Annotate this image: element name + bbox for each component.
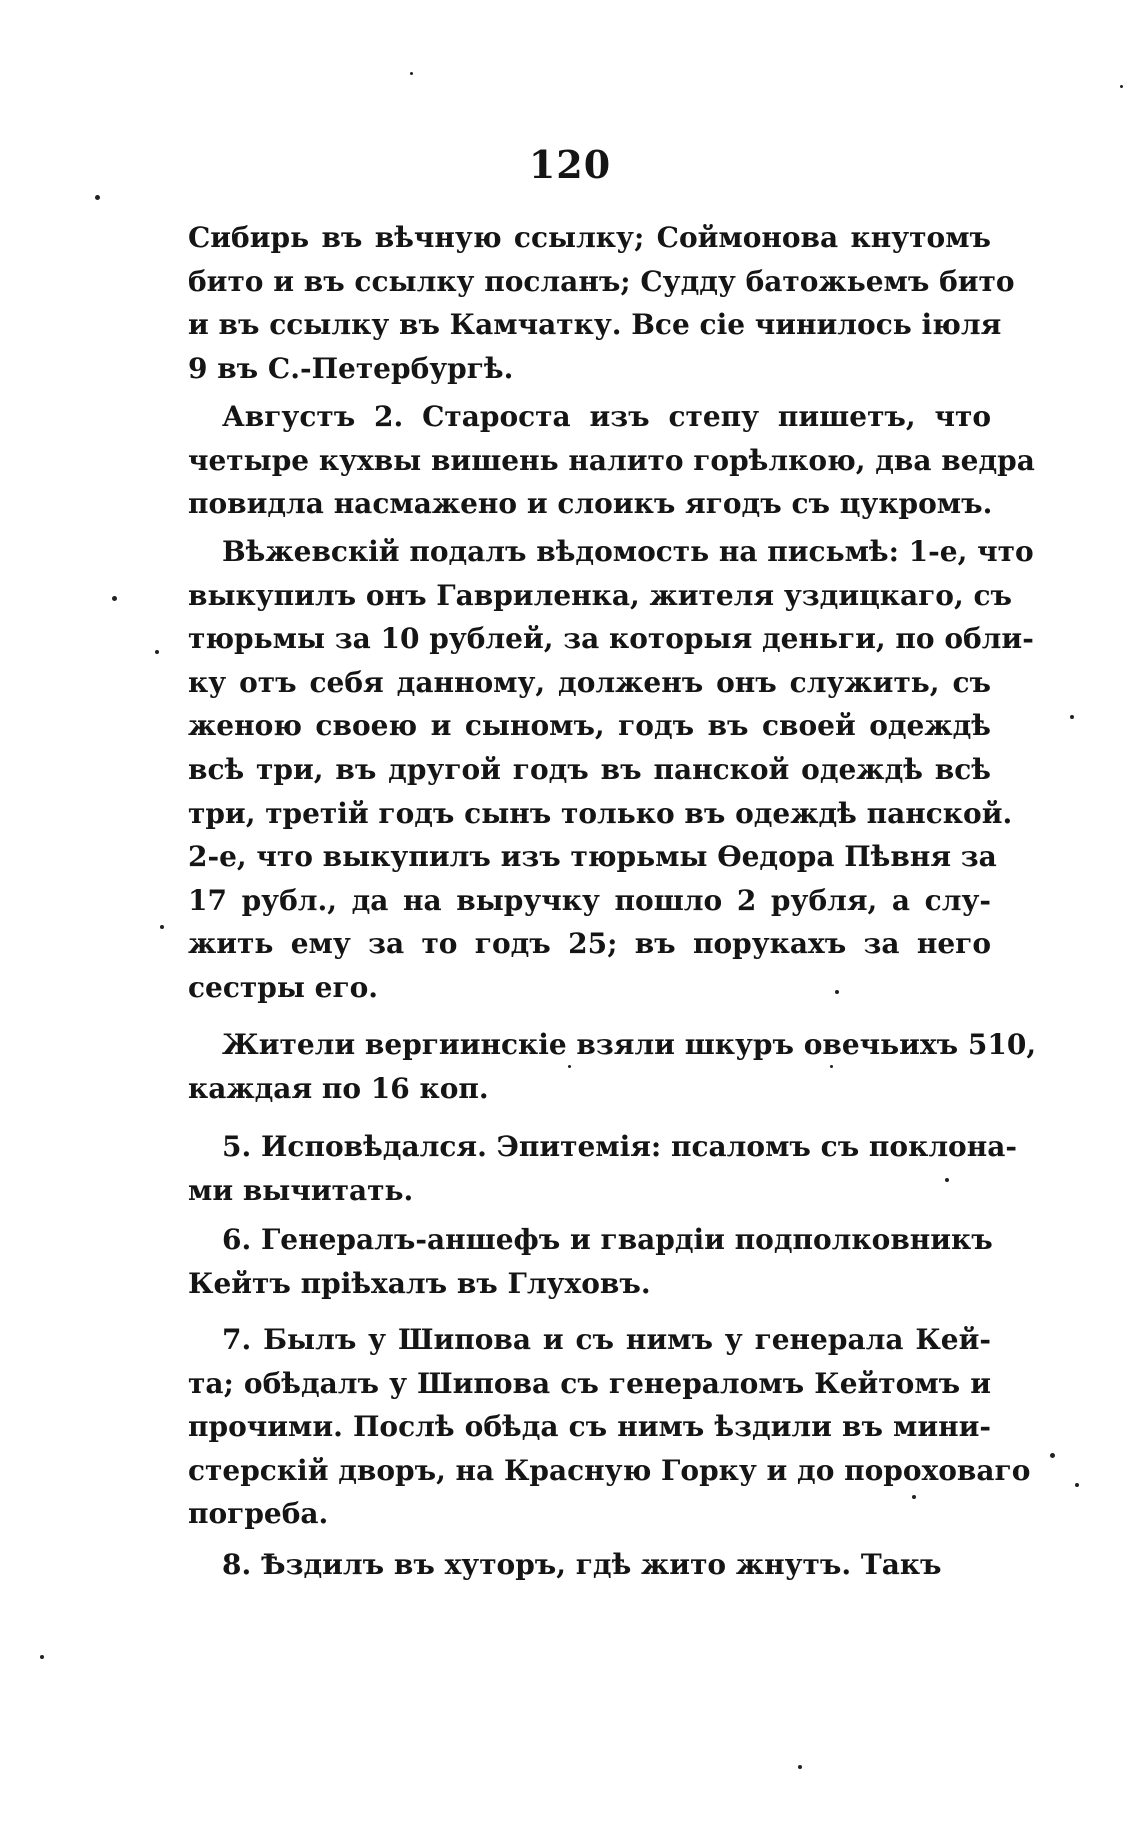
text-line: четыре кухвы вишень налито горѣлкою, два ведра [188,443,1035,477]
scan-speck [912,1495,916,1499]
text-line: выкупилъ онъ Гавриленка, жителя уздицкаго, съ [188,578,1012,612]
paragraph [188,216,1015,390]
scan-speck [568,1065,571,1068]
scan-speck [410,72,413,75]
scan-speck [798,1765,802,1769]
scan-speck [945,1178,949,1182]
scan-speck [1070,715,1074,719]
text-line: 8. Ѣздилъ въ хуторъ, гдѣ жито жнутъ. Такъ [222,1548,942,1581]
paragraph [188,1318,1031,1536]
text-line: Кейтъ пріѣхалъ въ Глуховъ. [188,1266,651,1300]
text-line: каждая по 16 коп. [188,1071,489,1105]
text-line: прочими. Послѣ обѣда съ нимъ ѣздили въ мини- [188,1410,991,1444]
text-line: 5. Исповѣдался. Эпитемія: псаломъ съ поклона- [222,1130,1017,1163]
text-line: 2-е, что выкупилъ изъ тюрьмы Ѳедора Пѣвня за [188,840,997,874]
text-line: всѣ три, въ другой годъ въ панской одеждѣ всѣ [188,752,991,786]
text-line: 7. Былъ у Шипова и съ нимъ у генерала Кей- [222,1323,991,1356]
text-line: Августъ 2. Староста изъ степу пишетъ, что [222,400,991,433]
scan-speck [835,990,839,994]
scan-speck [40,1655,44,1659]
text-line: та; обѣдалъ у Шипова съ генераломъ Кейтомъ и [188,1366,991,1400]
text-line: 17 рубл., да на выручку пошло 2 рубля, а слу- [188,883,991,917]
paragraph [188,1023,1037,1110]
text-line: три, третій годъ сынъ только въ одеждѣ панской. [188,796,1013,830]
text-line: Сибирь въ вѣчную ссылку; Соймонова кнутомъ [188,221,991,254]
scan-speck [160,925,164,929]
scan-speck [112,596,117,601]
text-line: 6. Генералъ-аншефъ и гвардіи подполковникъ [222,1223,993,1256]
text-line: сестры его. [188,970,379,1004]
scan-speck [1120,85,1123,88]
text-line: 9 въ С.-Петербургѣ. [188,351,514,385]
paragraph [188,1543,991,1587]
paragraph [188,1218,991,1305]
scan-speck [1050,1453,1055,1458]
paragraph [188,530,1034,1010]
scan-speck [155,650,159,654]
text-line: ку отъ себя данному, долженъ онъ служить, съ [188,665,991,699]
paragraph [188,1125,1017,1212]
scan-speck [830,1065,833,1068]
text-line: повидла насмажено и слоикъ ягодъ съ цукромъ. [188,487,993,521]
paragraph [188,395,1035,526]
text-line: Жители вергиинскіе взяли шкуръ овечьихъ 510, [222,1028,1037,1061]
scan-speck [1075,1483,1079,1487]
text-line: тюрьмы за 10 рублей, за которыя деньги, по обли- [188,622,1034,656]
text-line: и въ ссылку въ Камчатку. Все сіе чинилось іюля [188,308,1002,342]
text-line: жить ему за то годъ 25; въ порукахъ за него [188,927,991,961]
page-number: 120 [528,142,612,187]
text-line: бито и въ ссылку посланъ; Судду батожьемъ бито [188,264,1015,298]
text-line: Вѣжевскій подалъ вѣдомость на письмѣ: 1-е, что [222,535,1034,568]
text-line: стерскій дворъ, на Красную Горку и до пороховаго [188,1453,1031,1487]
text-line: ми вычитать. [188,1173,414,1207]
text-line: погреба. [188,1497,329,1531]
text-line: женою своею и сыномъ, годъ въ своей одеждѣ [188,709,991,743]
scan-speck [95,195,100,200]
